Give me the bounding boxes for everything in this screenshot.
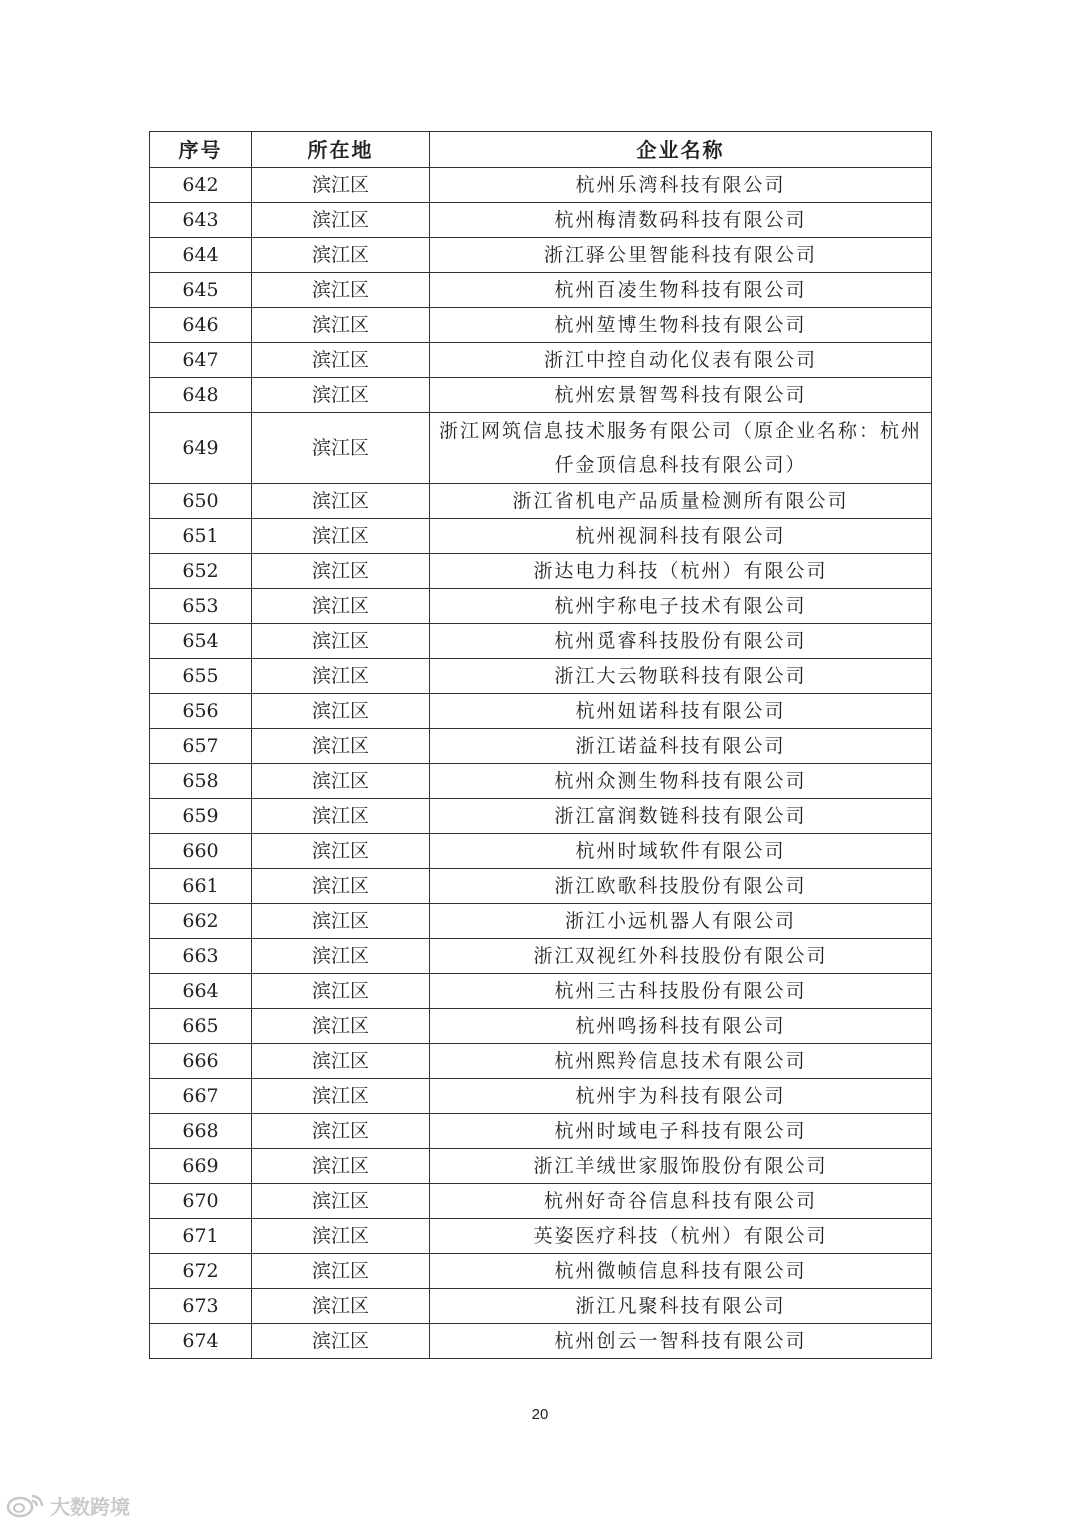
location-cell: 滨江区 [252, 308, 430, 343]
table-row [150, 1184, 932, 1219]
location-cell: 滨江区 [252, 939, 430, 974]
company-name-cell: 杭州妞诺科技有限公司 [430, 694, 932, 729]
location-cell: 滨江区 [252, 589, 430, 624]
table-row [150, 624, 932, 659]
serial-number-cell: 652 [150, 554, 252, 589]
company-name-cell: 浙江省机电产品质量检测所有限公司 [430, 484, 932, 519]
location-cell: 滨江区 [252, 869, 430, 904]
location-cell: 滨江区 [252, 694, 430, 729]
location-cell: 滨江区 [252, 1009, 430, 1044]
company-name-cell: 浙江中控自动化仪表有限公司 [430, 343, 932, 378]
location-cell: 滨江区 [252, 1114, 430, 1149]
location-cell: 滨江区 [252, 1324, 430, 1359]
table-row [150, 904, 932, 939]
location-cell: 滨江区 [252, 1184, 430, 1219]
company-name-cell: 浙江大云物联科技有限公司 [430, 659, 932, 694]
table-row [150, 413, 932, 484]
company-name-cell: 杭州宇为科技有限公司 [430, 1079, 932, 1114]
table-row [150, 1114, 932, 1149]
serial-number-cell: 654 [150, 624, 252, 659]
serial-number-cell: 669 [150, 1149, 252, 1184]
serial-number-cell: 644 [150, 238, 252, 273]
table-row [150, 554, 932, 589]
serial-number-cell: 663 [150, 939, 252, 974]
serial-number-cell: 642 [150, 168, 252, 203]
location-cell: 滨江区 [252, 378, 430, 413]
serial-number-cell: 646 [150, 308, 252, 343]
serial-number-cell: 656 [150, 694, 252, 729]
company-name-cell: 杭州鸣扬科技有限公司 [430, 1009, 932, 1044]
company-name-cell: 浙江驿公里智能科技有限公司 [430, 238, 932, 273]
location-cell: 滨江区 [252, 729, 430, 764]
company-name-cell: 杭州三古科技股份有限公司 [430, 974, 932, 1009]
serial-number-cell: 674 [150, 1324, 252, 1359]
location-cell: 滨江区 [252, 834, 430, 869]
table-row [150, 273, 932, 308]
location-cell: 滨江区 [252, 624, 430, 659]
serial-number-cell: 662 [150, 904, 252, 939]
company-name-cell: 杭州视洞科技有限公司 [430, 519, 932, 554]
table-row [150, 1009, 932, 1044]
table-row [150, 1289, 932, 1324]
table-row [150, 1079, 932, 1114]
location-cell: 滨江区 [252, 904, 430, 939]
serial-number-cell: 655 [150, 659, 252, 694]
company-name-cell: 浙江小远机器人有限公司 [430, 904, 932, 939]
location-cell: 滨江区 [252, 1149, 430, 1184]
header-serial-number: 序号 [150, 132, 252, 168]
table-row [150, 869, 932, 904]
location-cell: 滨江区 [252, 659, 430, 694]
header-location: 所在地 [252, 132, 430, 168]
company-name-cell: 浙江凡聚科技有限公司 [430, 1289, 932, 1324]
serial-number-cell: 670 [150, 1184, 252, 1219]
enterprise-table [149, 131, 932, 1359]
serial-number-cell: 645 [150, 273, 252, 308]
company-name-cell: 浙江羊绒世家服饰股份有限公司 [430, 1149, 932, 1184]
table-row [150, 1149, 932, 1184]
table-row [150, 974, 932, 1009]
serial-number-cell: 667 [150, 1079, 252, 1114]
company-name-cell: 杭州觅睿科技股份有限公司 [430, 624, 932, 659]
header-company-name: 企业名称 [430, 132, 932, 168]
serial-number-cell: 653 [150, 589, 252, 624]
table-row [150, 1219, 932, 1254]
company-name-cell: 杭州宏景智驾科技有限公司 [430, 378, 932, 413]
company-name-cell: 杭州熙羚信息技术有限公司 [430, 1044, 932, 1079]
watermark-text: 大数跨境 [50, 1494, 130, 1519]
company-name-cell: 杭州时域电子科技有限公司 [430, 1114, 932, 1149]
company-name-cell: 浙达电力科技（杭州）有限公司 [430, 554, 932, 589]
watermark [6, 1490, 130, 1520]
location-cell: 滨江区 [252, 413, 430, 484]
location-cell: 滨江区 [252, 238, 430, 273]
location-cell: 滨江区 [252, 168, 430, 203]
table-row [150, 168, 932, 203]
table-row [150, 1324, 932, 1359]
table-row [150, 238, 932, 273]
location-cell: 滨江区 [252, 484, 430, 519]
location-cell: 滨江区 [252, 1044, 430, 1079]
company-name-cell: 杭州众测生物科技有限公司 [430, 764, 932, 799]
location-cell: 滨江区 [252, 974, 430, 1009]
table-row [150, 484, 932, 519]
table-row [150, 589, 932, 624]
serial-number-cell: 649 [150, 413, 252, 484]
location-cell: 滨江区 [252, 1289, 430, 1324]
serial-number-cell: 660 [150, 834, 252, 869]
company-name-cell: 浙江欧歌科技股份有限公司 [430, 869, 932, 904]
company-name-cell: 浙江网筑信息技术服务有限公司（原企业名称：杭州仟金顶信息科技有限公司） [430, 413, 932, 484]
serial-number-cell: 666 [150, 1044, 252, 1079]
table-row [150, 764, 932, 799]
table-row [150, 519, 932, 554]
location-cell: 滨江区 [252, 273, 430, 308]
company-name-cell: 浙江双视红外科技股份有限公司 [430, 939, 932, 974]
serial-number-cell: 658 [150, 764, 252, 799]
serial-number-cell: 672 [150, 1254, 252, 1289]
location-cell: 滨江区 [252, 1254, 430, 1289]
table-row [150, 659, 932, 694]
serial-number-cell: 659 [150, 799, 252, 834]
location-cell: 滨江区 [252, 764, 430, 799]
weibo-logo-icon [6, 1492, 46, 1518]
company-name-cell: 杭州宇称电子技术有限公司 [430, 589, 932, 624]
table-row [150, 1254, 932, 1289]
serial-number-cell: 650 [150, 484, 252, 519]
location-cell: 滨江区 [252, 519, 430, 554]
table-row [150, 939, 932, 974]
company-name-cell: 浙江富润数链科技有限公司 [430, 799, 932, 834]
location-cell: 滨江区 [252, 343, 430, 378]
serial-number-cell: 651 [150, 519, 252, 554]
serial-number-cell: 647 [150, 343, 252, 378]
table-row [150, 694, 932, 729]
enterprise-table-container [149, 131, 931, 1359]
table-row [150, 308, 932, 343]
table-row [150, 343, 932, 378]
serial-number-cell: 657 [150, 729, 252, 764]
location-cell: 滨江区 [252, 203, 430, 238]
serial-number-cell: 643 [150, 203, 252, 238]
company-name-cell: 杭州时域软件有限公司 [430, 834, 932, 869]
serial-number-cell: 661 [150, 869, 252, 904]
table-row [150, 1044, 932, 1079]
company-name-cell: 英姿医疗科技（杭州）有限公司 [430, 1219, 932, 1254]
company-name-cell: 杭州创云一智科技有限公司 [430, 1324, 932, 1359]
table-row [150, 378, 932, 413]
location-cell: 滨江区 [252, 1079, 430, 1114]
company-name-cell: 杭州乐湾科技有限公司 [430, 168, 932, 203]
table-row [150, 799, 932, 834]
location-cell: 滨江区 [252, 554, 430, 589]
location-cell: 滨江区 [252, 799, 430, 834]
serial-number-cell: 665 [150, 1009, 252, 1044]
company-name-cell: 杭州百凌生物科技有限公司 [430, 273, 932, 308]
table-header-row [150, 132, 932, 168]
company-name-cell: 浙江诺益科技有限公司 [430, 729, 932, 764]
serial-number-cell: 664 [150, 974, 252, 1009]
table-row [150, 729, 932, 764]
company-name-cell: 杭州好奇谷信息科技有限公司 [430, 1184, 932, 1219]
serial-number-cell: 668 [150, 1114, 252, 1149]
serial-number-cell: 648 [150, 378, 252, 413]
table-row [150, 203, 932, 238]
location-cell: 滨江区 [252, 1219, 430, 1254]
company-name-cell: 杭州微帧信息科技有限公司 [430, 1254, 932, 1289]
table-row [150, 834, 932, 869]
serial-number-cell: 671 [150, 1219, 252, 1254]
table-body [150, 168, 932, 1359]
company-name-cell: 杭州堃博生物科技有限公司 [430, 308, 932, 343]
page-number: 20 [531, 1406, 549, 1423]
company-name-cell: 杭州梅清数码科技有限公司 [430, 203, 932, 238]
serial-number-cell: 673 [150, 1289, 252, 1324]
